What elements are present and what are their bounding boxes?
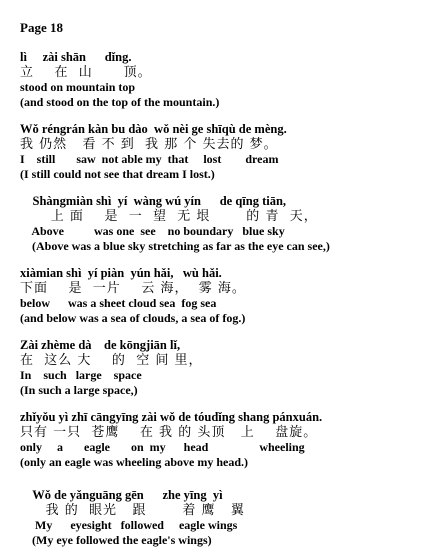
- pinyin-line: Wǒ de yǎnguāng gēn zhe yīng yì: [20, 488, 223, 502]
- verse-block: [20, 266, 417, 326]
- verse-block: [20, 50, 417, 110]
- page-number: Page 18: [20, 20, 63, 35]
- verse-block: [20, 338, 417, 398]
- pinyin-line: Zài zhème dà de kōngjiān lǐ,: [20, 338, 181, 352]
- verse-block: [20, 122, 417, 182]
- pinyin-line: zhǐyǒu yì zhī cāngyīng zài wǒ de tóudǐng shang pánxuán.: [20, 410, 323, 424]
- translation-line: (and below was a sea of clouds, a sea of fog.): [20, 311, 246, 325]
- gloss-line: stood on mountain top: [20, 80, 136, 94]
- pinyin-line: Shàngmiàn shì yí wàng wú yín de qīng tiān,: [20, 194, 287, 208]
- gloss-line: In such large space: [20, 368, 142, 382]
- gloss-line: My eyesight followed eagle wings: [20, 518, 238, 532]
- hanzi-line: 立 在 山 顶。: [20, 65, 152, 80]
- hanzi-line: 在 这么 大 的 空 间 里，: [20, 353, 203, 368]
- translation-line: (I still could not see that dream I lost.): [20, 167, 215, 181]
- hanzi-line: 下面 是 一片 云 海， 雾 海。: [20, 281, 246, 296]
- translation-line: (My eye followed the eagle's wings): [20, 533, 212, 547]
- pinyin-line: xiàmian shì yí piàn yún hǎi, wù hǎi.: [20, 266, 222, 280]
- pinyin-line: lì zài shān dǐng.: [20, 50, 132, 64]
- hanzi-line: 我 仍然 看 不 到 我 那 个 失去的 梦。: [20, 137, 278, 152]
- gloss-line: only a eagle on my head wheeling: [20, 440, 305, 454]
- verse-block: [20, 410, 417, 470]
- hanzi-line: 只有 一只 苍鹰 在 我 的 头顶 上 盘旋。: [20, 425, 318, 440]
- gloss-line: below was a sheet cloud sea fog sea: [20, 296, 217, 310]
- translation-line: (only an eagle was wheeling above my head.): [20, 455, 248, 469]
- hanzi-line: 上 面 是 一 望 无 垠 的 青 天，: [20, 209, 318, 224]
- translation-line: (In such a large space,): [20, 383, 138, 397]
- verse-block: [20, 194, 417, 254]
- gloss-line: I still saw not able my that lost dream: [20, 152, 279, 166]
- translation-line: (and stood on the top of the mountain.): [20, 95, 220, 109]
- verse-block: [20, 488, 417, 548]
- gloss-line: Above was one see no boundary blue sky: [20, 224, 285, 238]
- translation-line: (Above was a blue sky stretching as far as the eye can see,): [20, 239, 330, 253]
- pinyin-line: Wǒ réngrán kàn bu dào wǒ nèi ge shīqù de mèng.: [20, 122, 287, 136]
- hanzi-line: 我 的 眼光 跟 着 鹰 翼: [20, 503, 245, 518]
